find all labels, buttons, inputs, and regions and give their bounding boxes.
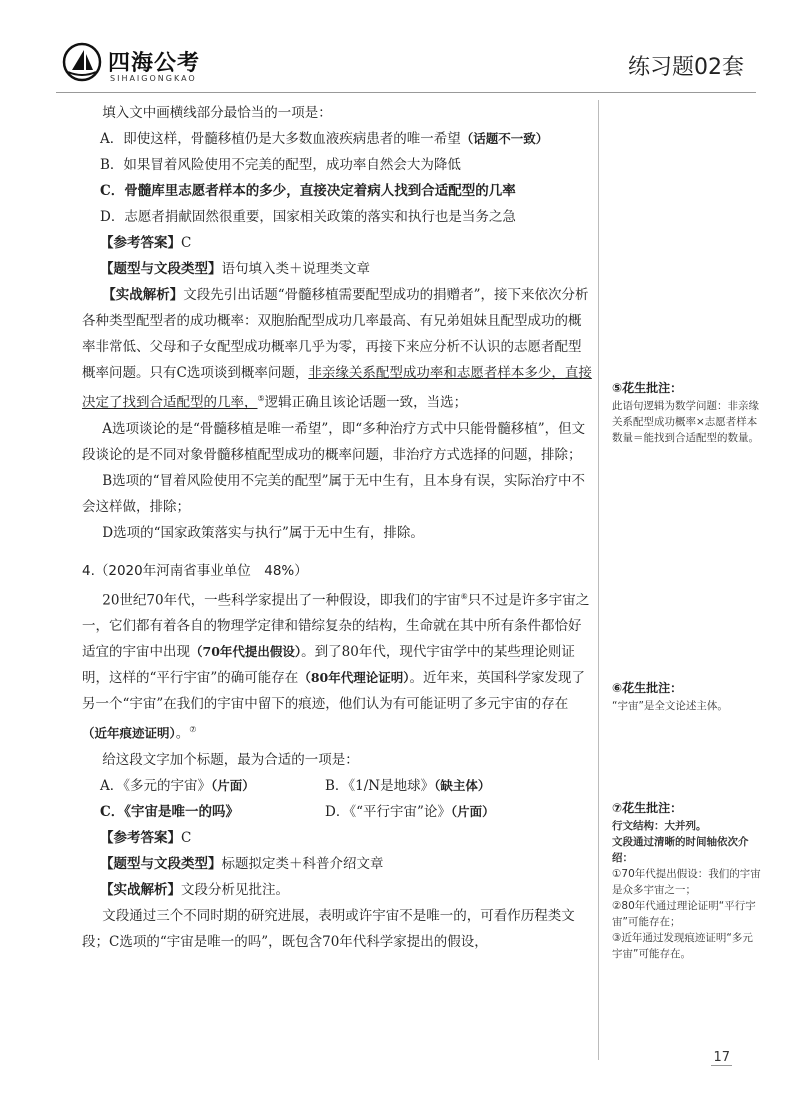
q4-option-c: C．《宇宙是唯一的吗》	[100, 803, 239, 820]
annotation-marker-7: ⑦	[189, 725, 197, 734]
q4-option-b: B．《1/N是地球》	[325, 777, 435, 794]
q4-analysis: 【实战解析】文段分析见批注。	[100, 881, 289, 898]
q4-stem: 给这段文字加个标题，最为合适的一项是：	[102, 751, 359, 768]
q3-option-d: D．志愿者捐献固然很重要，国家相关政策的落实和执行也是当务之急	[100, 209, 516, 225]
q4-option-d: D．《“平行宇宙”论》	[325, 803, 451, 820]
q3-option-a: A．即使这样，骨髓移植仍是大多数血液疾病患者的唯一希望（话题不一致）	[100, 131, 549, 147]
margin-note-7: ⑦花生批注： 行文结构：大并列。 文段通过清晰的时间轴依次介绍： ①70年代提出假设：我们的宇宙是众多宇宙之一； ②80年代通过理论证明“平行宇宙”可能存在； ③近年通过发现痕迹证明“多元宇宙”可能存在。	[612, 801, 761, 960]
q3-option-b: B．如果冒着风险使用不完美的配型，成功率自然会大为降低	[100, 157, 461, 173]
q3-answer: 【参考答案】C	[100, 235, 192, 251]
q3-analysis-a: A选项谈论的是“骨髓移植是唯一希望”，即“多种治疗方式中只能骨髓移植”，但文段谈论的是不同对象骨髓移植配型成功的概率问题，非治疗方式选择的问题，排除；	[82, 420, 586, 463]
margin-note-5: ⑤花生批注： 此语句逻辑为数学问题：非亲缘关系配型成功概率×志愿者样本数量＝能找到合适配型的数量。	[612, 381, 759, 444]
q3-analysis-b: B选项的“冒着风险使用不完美的配型”属于无中生有，且本身有误，实际治疗中不会这样做，排除；	[82, 472, 585, 515]
main-content	[82, 100, 592, 955]
logo-subtext: SIHAIGONGKAO	[110, 74, 197, 83]
q4-options-row1: A．《多元的宇宙》（片面） B．《1/N是地球》（缺主体）	[100, 777, 491, 794]
page-header	[0, 0, 800, 95]
q3-option-c: C．骨髓库里志愿者样本的多少，直接决定着病人找到合适配型的几率	[100, 183, 516, 199]
q3-analysis-d: D选项的“国家政策落实与执行”属于无中生有，排除。	[102, 524, 424, 541]
q4-options-row2: C．《宇宙是唯一的吗》 D．《“平行宇宙”论》（片面）	[82, 799, 592, 825]
q3-type: 【题型与文段类型】语句填入类＋说理类文章	[100, 261, 370, 277]
annotation-marker-5: ⑤	[257, 394, 265, 403]
q4-explanation: 文段通过三个不同时期的研究进展，表明或许宇宙不是唯一的，可看作历程类文段；C选项的“宇宙是唯一的吗”，既包含70年代科学家提出的假设，	[82, 907, 575, 950]
q4-option-a: A．《多元的宇宙》	[100, 777, 211, 794]
margin-note-6: ⑥花生批注： “宇宙”是全文论述主体。	[612, 681, 728, 712]
logo-text: 四海公考	[108, 51, 201, 76]
q3-stem: 填入文中画横线部分最恰当的一项是：	[102, 105, 332, 121]
margin-divider	[598, 100, 599, 1060]
annotation-marker-6: ⑥	[460, 591, 468, 601]
q4-answer: 【参考答案】C	[100, 829, 192, 846]
q3-analysis: 【实战解析】文段先引出话题“骨髓移植需要配型成功的捐赠者”，接下来依次分析各种类型配型者的成功概率：双胞胎配型成功几率最高、有兄弟姐妹且配型成功的概率非常低、父母和子女配型成功概率几乎为零，再接下来应分析不认识的志愿者配型概率问题。只有C选项谈到概率问题，非亲缘关系配型成功率和志愿者样本多少，直接决定了找到合适配型的几率，⑤逻辑正确且该论话题一致，当选；	[82, 287, 592, 411]
q4-type: 【题型与文段类型】标题拟定类＋科普介绍文章	[100, 855, 384, 872]
set-title: 练习题02套	[628, 55, 744, 80]
page-number: 17	[713, 1050, 730, 1065]
q4-passage: 20世纪70年代，一些科学家提出了一种假设，即我们的宇宙⑥只不过是许多宇宙之一，它们都有着各自的物理学定律和错综复杂的结构，生命就在其中所有条件都恰好适宜的宇宙中出现（70年代提出假设）。到了80年代，现代宇宙学中的某些理论则证明，这样的“平行宇宙”的确可能存在（80年代理论证明）。近年来，英国科学家发现了另一个“宇宙”在我们的宇宙中留下的痕迹，他们认为有可能证明了多元宇宙的存在（近年痕迹证明）。⑦	[82, 591, 590, 742]
sailboat-logo-icon	[62, 42, 102, 82]
q4-title: 4.（2020年河南省事业单位 48%）	[82, 562, 308, 579]
header-divider	[56, 92, 756, 93]
